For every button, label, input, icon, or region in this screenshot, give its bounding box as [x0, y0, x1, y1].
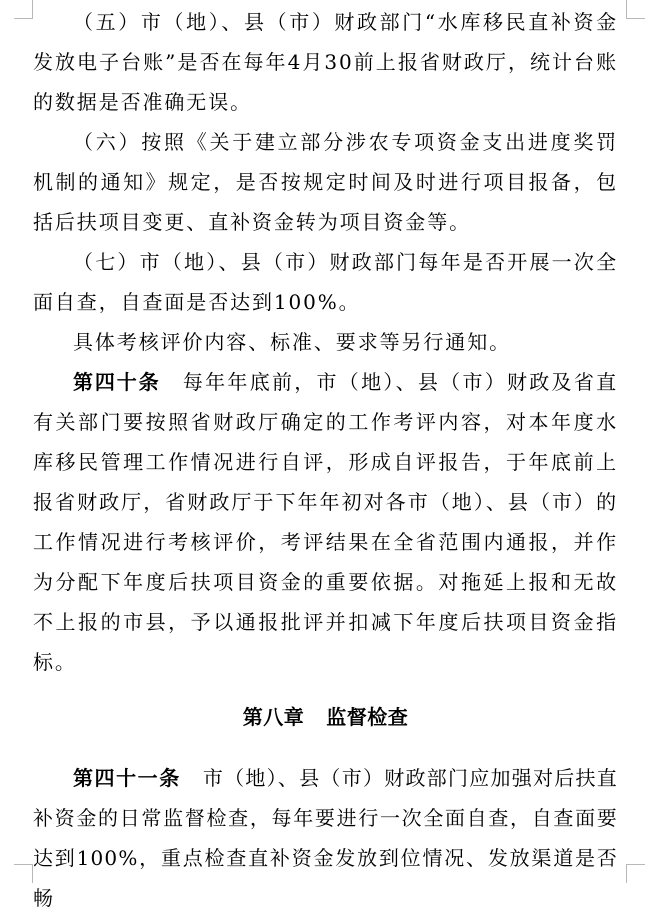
- article-41-number: 第四十一条: [73, 766, 181, 790]
- page-corner-mark-top-left: [14, 0, 33, 19]
- chapter-number: 第八章: [242, 705, 305, 729]
- article-41: [33, 758, 618, 918]
- page-corner-mark-top-right: [626, 0, 645, 19]
- chapter-title: 监督检查: [326, 705, 409, 729]
- chapter-heading: [33, 697, 618, 737]
- page-corner-mark-bottom-right: [626, 864, 645, 883]
- article-41-text: 市（地）、县（市）财政部门应加强对后扶直补资金的日常监督检查，每年要进行一次全面自查，自查面要达到100%，重点检查直补资金发放到位情况、发放渠道是否畅: [33, 766, 619, 910]
- article-40-number: 第四十条: [73, 370, 161, 394]
- article-40: [33, 362, 618, 682]
- paragraph-item-6: （六）按照《关于建立部分涉农专项资金支出进度奖罚机制的通知》规定，是否按规定时间及时进行项目报备，包括后扶项目变更、直补资金转为项目资金等。: [33, 130, 618, 234]
- page-corner-mark-bottom-left: [14, 864, 33, 883]
- paragraph-item-5: （五）市（地）、县（市）财政部门“水库移民直补资金发放电子台账”是否在每年4月30前上报省财政厅，统计台账的数据是否准确无误。: [33, 10, 618, 114]
- paragraph-item-7: （七）市（地）、县（市）财政部门每年是否开展一次全面自查，自查面是否达到100%。: [33, 250, 618, 314]
- paragraph-notice: 具体考核评价内容、标准、要求等另行通知。: [73, 330, 511, 354]
- document-body: [33, 2, 618, 918]
- article-40-text: 每年年底前，市（地）、县（市）财政及省直有关部门要按照省财政厅确定的工作考评内容，对本年度水库移民管理工作情况进行自评，形成自评报告，于年底前上报省财政厅，省财政厅于下年年初对各市（地）、县（市）的工作情况进行考核评价，考评结果在全省范围内通报，并作为分配下年度后扶项目资金的重要依据。对拖延上报和无故不上报的市县，予以通报批评并扣减下年度后扶项目资金指标。: [33, 370, 618, 674]
